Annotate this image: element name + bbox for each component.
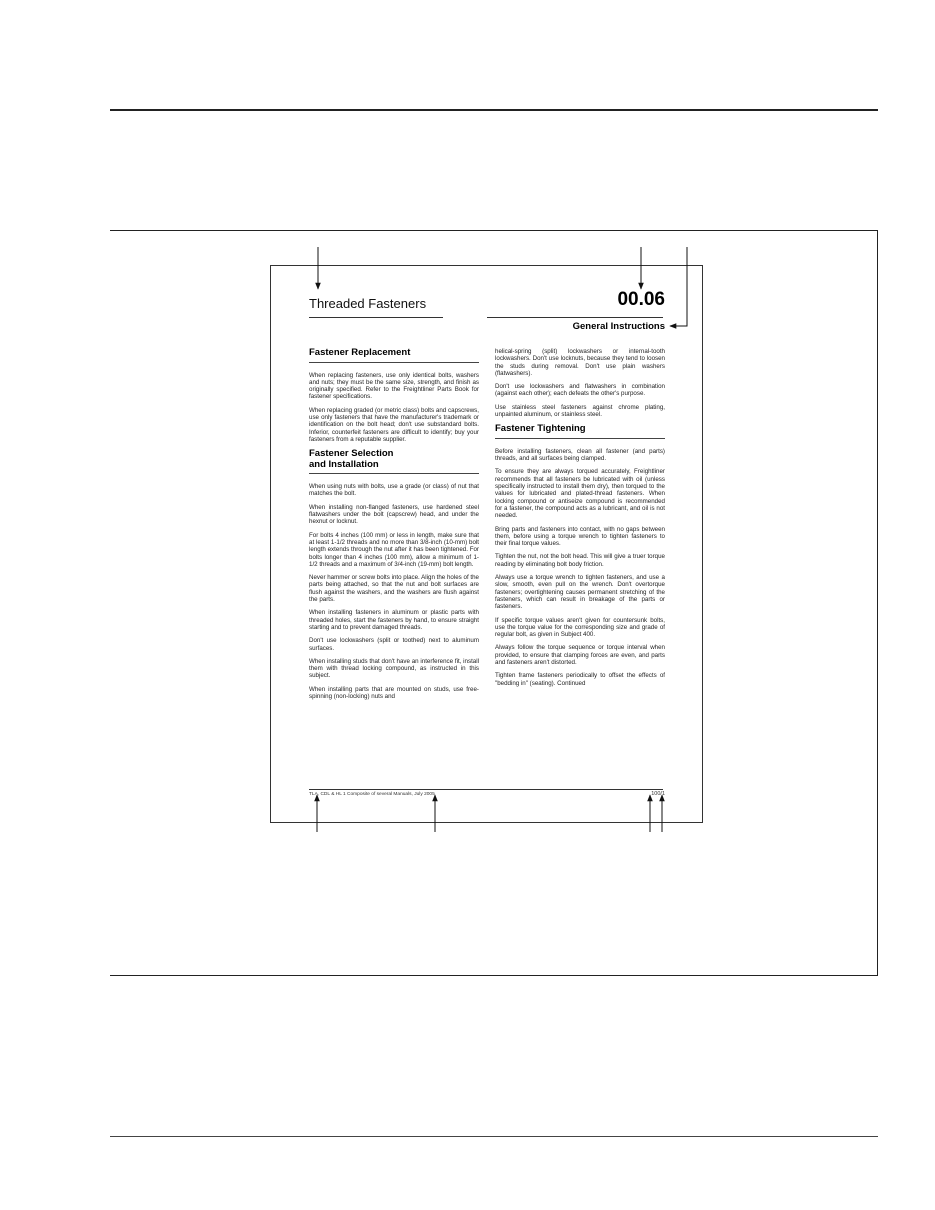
paragraph: Always use a torque wrench to tighten fasteners, and use a slow, smooth, even pull on the wrench. Don't overtorque fasteners; overtightening causes permanent stretching of the fasteners, which can result in breakage of the parts or fasteners. — [495, 574, 665, 611]
paragraph: When using nuts with bolts, use a grade (or class) of nut that matches the bolt. — [309, 483, 479, 498]
page-bottom-rule — [110, 1136, 878, 1137]
sample-section-title: General Instructions — [572, 321, 665, 332]
sample-right-column — [495, 348, 665, 693]
heading-rule — [309, 362, 479, 363]
heading-rule — [309, 473, 479, 474]
paragraph: Never hammer or screw bolts into place. Align the holes of the parts being attached, so that the nut and bolt surfaces are flush against the washers, and the washers are flush against the parts. — [309, 574, 479, 604]
paragraph: When replacing graded (or metric class) bolts and capscrews, use only fasteners that have the manufacturer's trademark or identification on the bolt head; don't use substandard bolts. Inferior, counterfeit fasteners are difficult to identify; buy your fasteners from a reputable supplier. — [309, 406, 479, 443]
paragraph: helical-spring (split) lockwashers or internal-tooth lockwashers. Don't use locknuts, because they tend to loosen the studs during removal. Don't use plain washers (flatwashers). — [495, 348, 665, 377]
paragraph: Tighten the nut, not the bolt head. This will give a truer torque reading by eliminating bolt body friction. — [495, 553, 665, 568]
sample-title-rule — [309, 317, 443, 318]
paragraph: To ensure they are always torqued accurately, Freightliner recommends that all fasteners be lubricated with oil (unless specifically instructed to install them dry), then torqued to the values for lubricated and plated-thread fasteners. When locking compound or antiseize compound is recommended for a fastener, the compound acts as a lubricant, and oil is not needed. — [495, 468, 665, 520]
heading-fastener-replacement: Fastener Replacement — [309, 347, 411, 358]
paragraph: Always follow the torque sequence or torque interval when provided, to ensure that clamping forces are even, and parts and fasteners aren't distorted. — [495, 644, 665, 666]
heading-fastener-selection — [309, 449, 479, 470]
paragraph: When installing parts that are mounted on studs, use free-spinning (non-locking) nuts and — [309, 685, 479, 700]
sample-number-rule — [487, 317, 663, 318]
heading-fastener-tightening: Fastener Tightening — [495, 423, 586, 435]
paragraph: Tighten frame fasteners periodically to offset the effects of "bedding in" (seating). Continued — [495, 672, 665, 687]
sample-footer-rule — [309, 789, 663, 790]
paragraph: Before installing fasteners, clean all fastener (and parts) threads, and all surfaces being clamped. — [495, 447, 665, 463]
sample-footer-left: TLA, CDL & HL 1 Composite of several Manuals, July 2005 — [309, 792, 435, 797]
paragraph: For bolts 4 inches (100 mm) or less in length, make sure that at least 1-1/2 threads and no more than 3/8-inch (10-mm) bolt length extends through the nut after it has been tightened. For bolts longer than 4 inches (100 mm), allow a minimum of 1-1/2 threads and a maximum of 3/4-inch (19-mm) bolt length. — [309, 531, 479, 568]
paragraph: Bring parts and fasteners into contact, with no gaps between them, before using a torque wrench to tighten fasteners to their final torque values. — [495, 525, 665, 548]
sample-left-column — [309, 348, 479, 706]
sample-page-title: Threaded Fasteners — [309, 296, 427, 311]
paragraph: Use stainless steel fasteners against chrome plating, unpainted aluminum, or stainless steel. — [495, 403, 665, 419]
sample-page-figure — [270, 265, 703, 823]
paragraph: When replacing fasteners, use only identical bolts, washers and nuts; they must be the same size, strength, and finish as originally specified. Refer to the Freightliner Parts Book for fastener specifications. — [309, 371, 479, 401]
paragraph: Don't use lockwashers (split or toothed) next to aluminum surfaces. — [309, 637, 479, 652]
paragraph: When installing studs that don't have an interference fit, install them with thread locking compound, as instructed in this subject. — [309, 657, 479, 680]
paragraph: When installing fasteners in aluminum or plastic parts with threaded holes, start the fasteners by hand, to ensure straight starting and to prevent damaged threads. — [309, 609, 479, 631]
sample-page-number: 00.06 — [617, 289, 665, 310]
paragraph: When installing non-flanged fasteners, use hardened steel flatwashers under the bolt (capscrew) head, and under the hexnut or locknut. — [309, 503, 479, 526]
sample-footer-page: 100/1 — [651, 791, 665, 797]
paragraph: If specific torque values aren't given for countersunk bolts, use the torque value for the corresponding size and grade of regular bolt, as given in Subject 400. — [495, 616, 665, 639]
page-top-rule — [110, 109, 878, 111]
heading-rule — [495, 438, 665, 439]
paragraph: Don't use lockwashers and flatwashers in combination (against each other); each defeats the other's purpose. — [495, 383, 665, 398]
heading-line: and Installation — [309, 458, 379, 470]
heading-line: Fastener Selection — [309, 448, 394, 460]
